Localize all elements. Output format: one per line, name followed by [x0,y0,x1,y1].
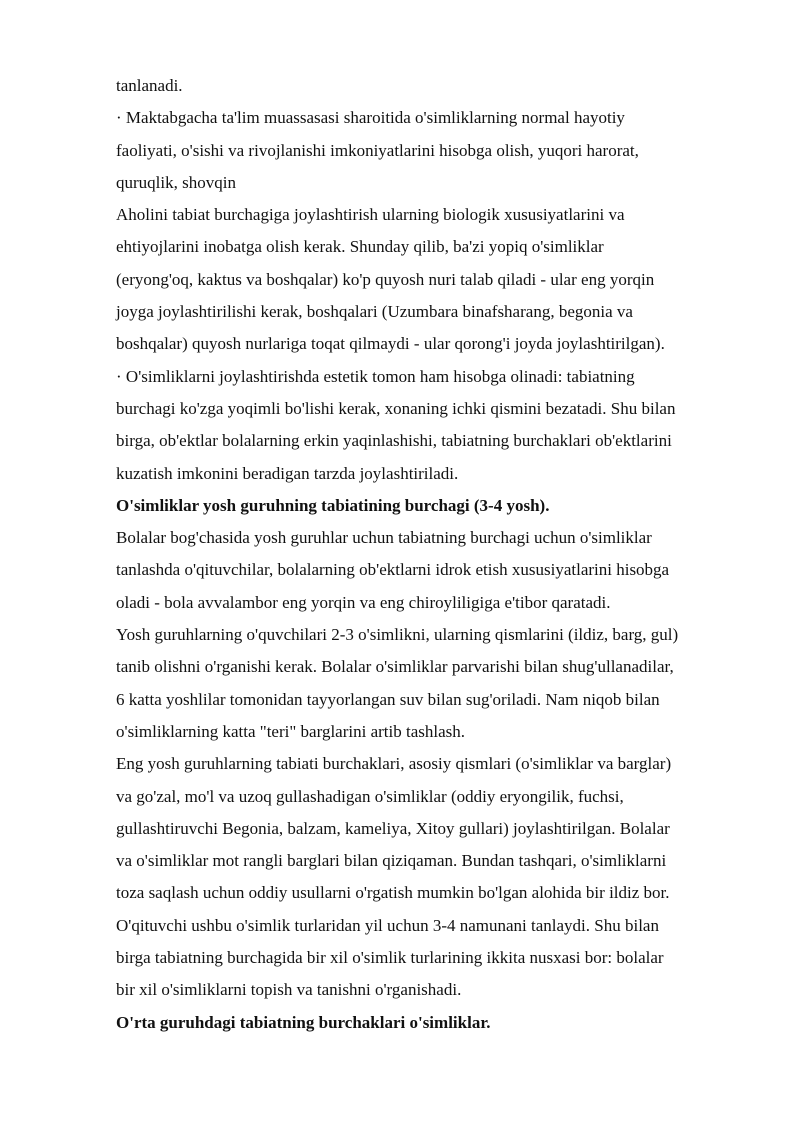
text-line: · O'simliklarni joylashtirishda estetik tomon ham hisobga olinadi: tabiatning [116,366,635,386]
text-line: · Maktabgacha ta'lim muassasasi sharoitida o'simliklarning normal hayotiy [116,108,625,128]
text-line: gullashtiruvchi Begonia, balzam, kameliya, Xitoy gullari) joylashtirilgan. Bolalar [116,818,670,838]
text-line: tanib olishni o'rganishi kerak. Bolalar o'simliklar parvarishi bilan shug'ullanadilar, [116,657,674,677]
document-body [116,70,746,1039]
text-line: Eng yosh guruhlarning tabiati burchaklari, asosiy qismlari (o'simliklar va barglar) [116,754,672,774]
text-line: oladi - bola avvalambor eng yorqin va eng chiroyliligiga e'tibor qaratadi. [116,592,611,612]
text-line: O'qituvchi ushbu o'simlik turlaridan yil uchun 3-4 namunani tanlaydi. Shu bilan [116,915,659,935]
text-line: tanlashda o'qituvchilar, bolalarning ob'ektlarni idrok etish xususiyatlarini hisobga [116,560,670,580]
text-line: Aholini tabiat burchagiga joylashtirish ularning biologik xususiyatlarini va [116,205,625,225]
section-heading: O'simliklar yosh guruhning tabiatining burchagi (3-4 yosh). [116,495,550,515]
text-line: tanlanadi. [116,76,183,95]
text-line: ehtiyojlarini inobatga olish kerak. Shunday qilib, ba'zi yopiq o'simliklar [116,237,604,257]
text-line: burchagi ko'zga yoqimli bo'lishi kerak, xonaning ichki qismini bezatadi. Shu bilan [116,398,676,418]
text-line: o'simliklarning katta "teri" barglarini artib tashlash. [116,721,465,741]
text-line: birga, ob'ektlar bolalarning erkin yaqinlashishi, tabiatning burchaklari ob'ektlarini [116,431,672,451]
text-line: Yosh guruhlarning o'quvchilari 2-3 o'simlikni, ularning qismlarini (ildiz, barg, gul) [116,625,679,645]
text-line: toza saqlash uchun oddiy usullarni o'rgatish mumkin bo'lgan alohida bir ildiz bor. [116,883,670,903]
section-heading: O'rta guruhdagi tabiatning burchaklari o'simliklar. [116,1012,491,1032]
text-line: Bolalar bog'chasida yosh guruhlar uchun tabiatning burchagi uchun o'simliklar [116,528,652,548]
text-line: va o'simliklar mot rangli barglari bilan qiziqaman. Bundan tashqari, o'simliklarni [116,851,667,871]
text-line: (eryong'oq, kaktus va boshqalar) ko'p quyosh nuri talab qiladi - ular eng yorqin [116,269,655,289]
text-line: quruqlik, shovqin [116,172,236,192]
text-line: joyga joylashtirilishi kerak, boshqalari (Uzumbara binafsharang, begonia va [116,302,633,322]
text-line: va go'zal, mo'l va uzoq gullashadigan o'simliklar (oddiy eryongilik, fuchsi, [116,786,624,806]
text-line: boshqalar) quyosh nurlariga toqat qilmaydi - ular qorong'i joyda joylashtirilgan). [116,334,665,354]
text-line: birga tabiatning burchagida bir xil o'simlik turlarining ikkita nusxasi bor: bolalar [116,948,664,968]
text-line: bir xil o'simliklarni topish va tanishni o'rganishadi. [116,980,462,1000]
text-line: 6 katta yoshlilar tomonidan tayyorlangan suv bilan sug'oriladi. Nam niqob bilan [116,689,660,709]
text-line: faoliyati, o'sishi va rivojlanishi imkoniyatlarini hisobga olish, yuqori harorat, [116,140,639,160]
text-line: kuzatish imkonini beradigan tarzda joylashtiriladi. [116,463,459,483]
